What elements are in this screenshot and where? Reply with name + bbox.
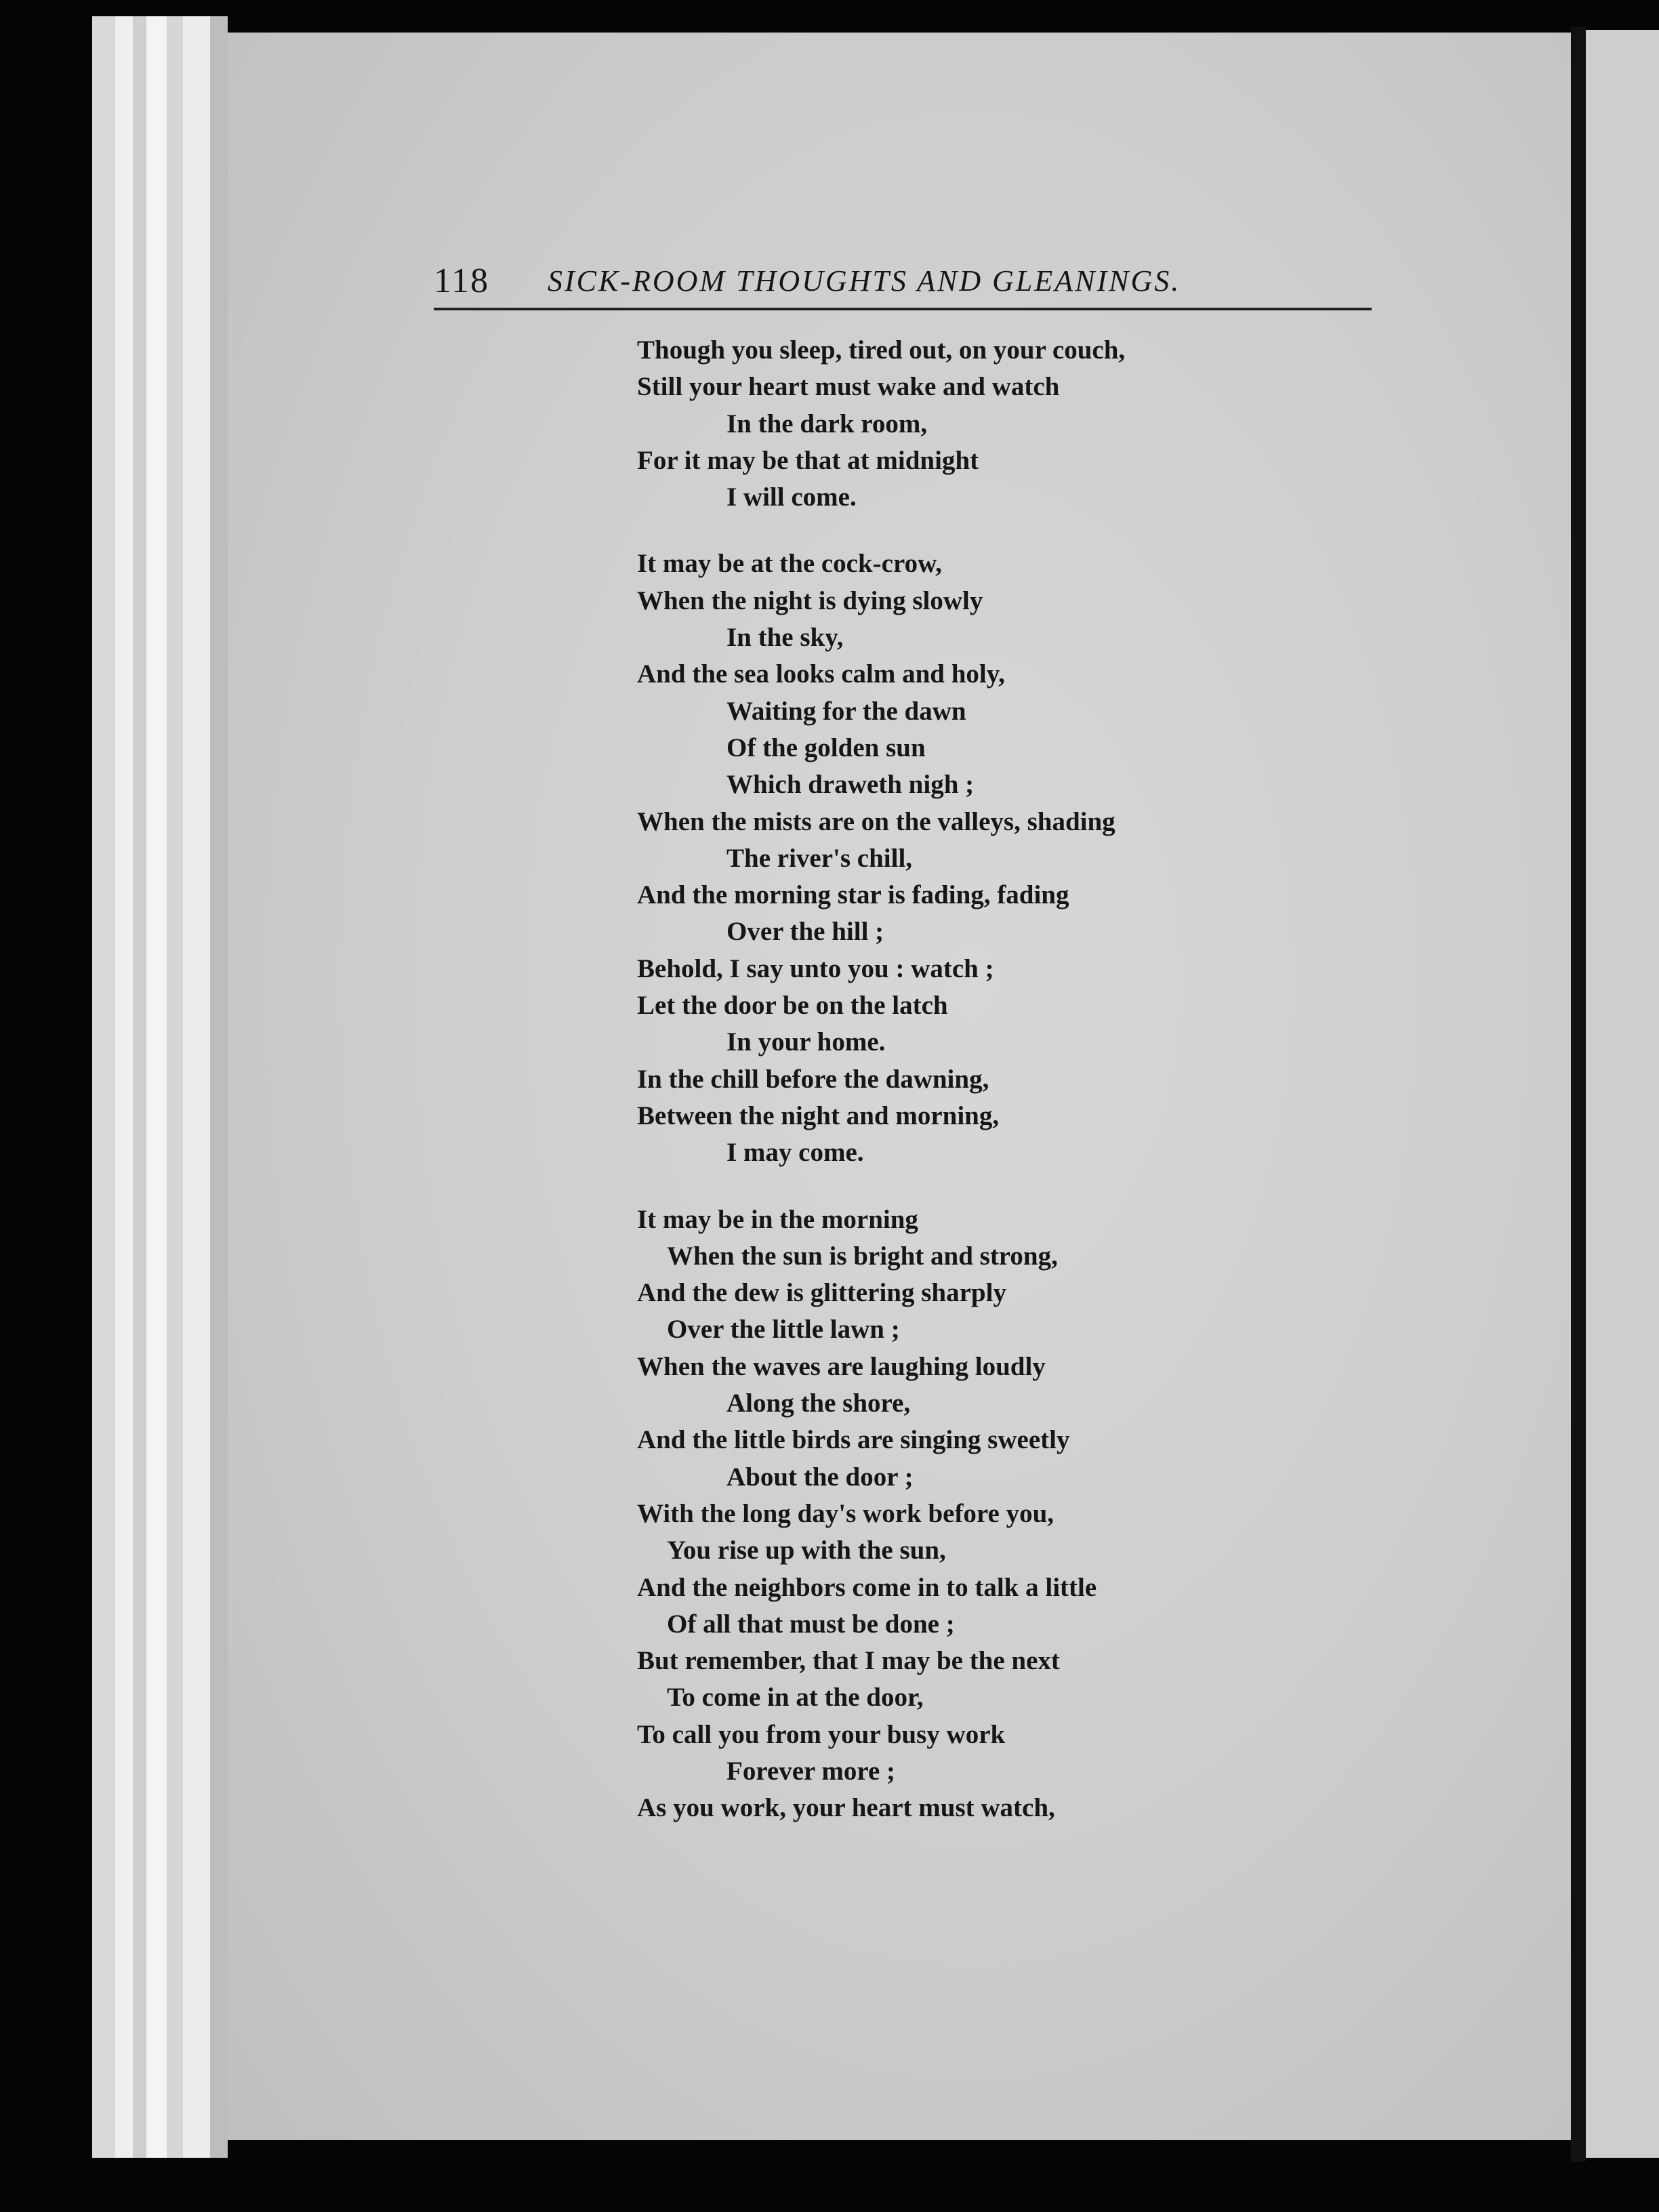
gutter-shadow [1571,27,1586,2162]
poem-line: For it may be that at midnight [637,445,979,475]
page-edge [210,16,228,2158]
header-rule [434,308,1372,310]
poem-line: Still your heart must wake and watch [637,372,1060,402]
page-edge [167,16,183,2158]
poem-line: And the morning star is fading, fading [637,880,1069,910]
poem-line: Between the night and morning, [637,1101,1000,1130]
poem-line: It may be at the cock-crow, [637,549,942,579]
page-edge [146,16,167,2158]
poem-line: Over the hill ; [726,917,884,947]
poem-line: Behold, I say unto you : watch ; [637,954,994,983]
poem-line: About the door ; [726,1462,914,1492]
poem-line: And the neighbors come in to talk a little [637,1572,1097,1602]
poem-line: Over the little lawn ; [667,1315,900,1345]
page-edge [183,16,210,2158]
poem-line: I may come. [726,1138,864,1168]
poem-line: When the night is dying slowly [637,586,983,615]
poem-line: It may be in the morning [637,1204,918,1234]
poem-line: When the sun is bright and strong, [667,1241,1058,1271]
poem-line: When the waves are laughing loudly [637,1351,1046,1381]
page-number: 118 [434,262,490,300]
poem-line: Along the shore, [726,1389,911,1418]
poem-line: In your home. [726,1027,886,1057]
poem-line: And the dew is glittering sharply [637,1278,1006,1308]
poem-line: Though you sleep, tired out, on your couch, [637,335,1126,365]
page-edge [92,16,115,2158]
stanza-gap [637,1172,1450,1202]
poem-line: But remember, that I may be the next [637,1646,1060,1676]
poem-line: Of the golden sun [726,733,926,762]
poem-line: With the long day's work before you, [637,1498,1054,1528]
stanza [637,546,1450,1171]
poem-body [637,332,1450,1827]
poem-line: To come in at the door, [667,1683,924,1713]
poem-line: In the sky, [726,623,844,653]
poem-line: Waiting for the dawn [726,696,966,726]
running-head [434,258,1372,305]
stanza [637,332,1450,516]
poem-line: The river's chill, [726,843,913,873]
stanza-gap [637,516,1450,546]
poem-line: Which draweth nigh ; [726,770,975,800]
poem-line: As you work, your heart must watch, [637,1793,1055,1823]
poem-line: You rise up with the sun, [667,1536,946,1565]
page-edge [115,16,133,2158]
poem-line: Let the door be on the latch [637,991,948,1021]
poem-line: Forever more ; [726,1756,896,1786]
poem-line: Of all that must be done ; [667,1609,955,1639]
running-title: SICK-ROOM THOUGHTS AND GLEANINGS. [548,264,1181,298]
page-edge [133,16,146,2158]
poem-line: When the mists are on the valleys, shading [637,806,1115,836]
poem-line: To call you from your busy work [637,1719,1006,1749]
poem-line: In the dark room, [726,409,928,438]
poem-line: And the little birds are singing sweetly [637,1425,1070,1455]
poem-line: I will come. [726,483,857,512]
poem-line: In the chill before the dawning, [637,1064,989,1094]
facing-page-edge [1586,30,1659,2158]
poem-line: And the sea looks calm and holy, [637,659,1005,689]
stanza [637,1202,1450,1827]
